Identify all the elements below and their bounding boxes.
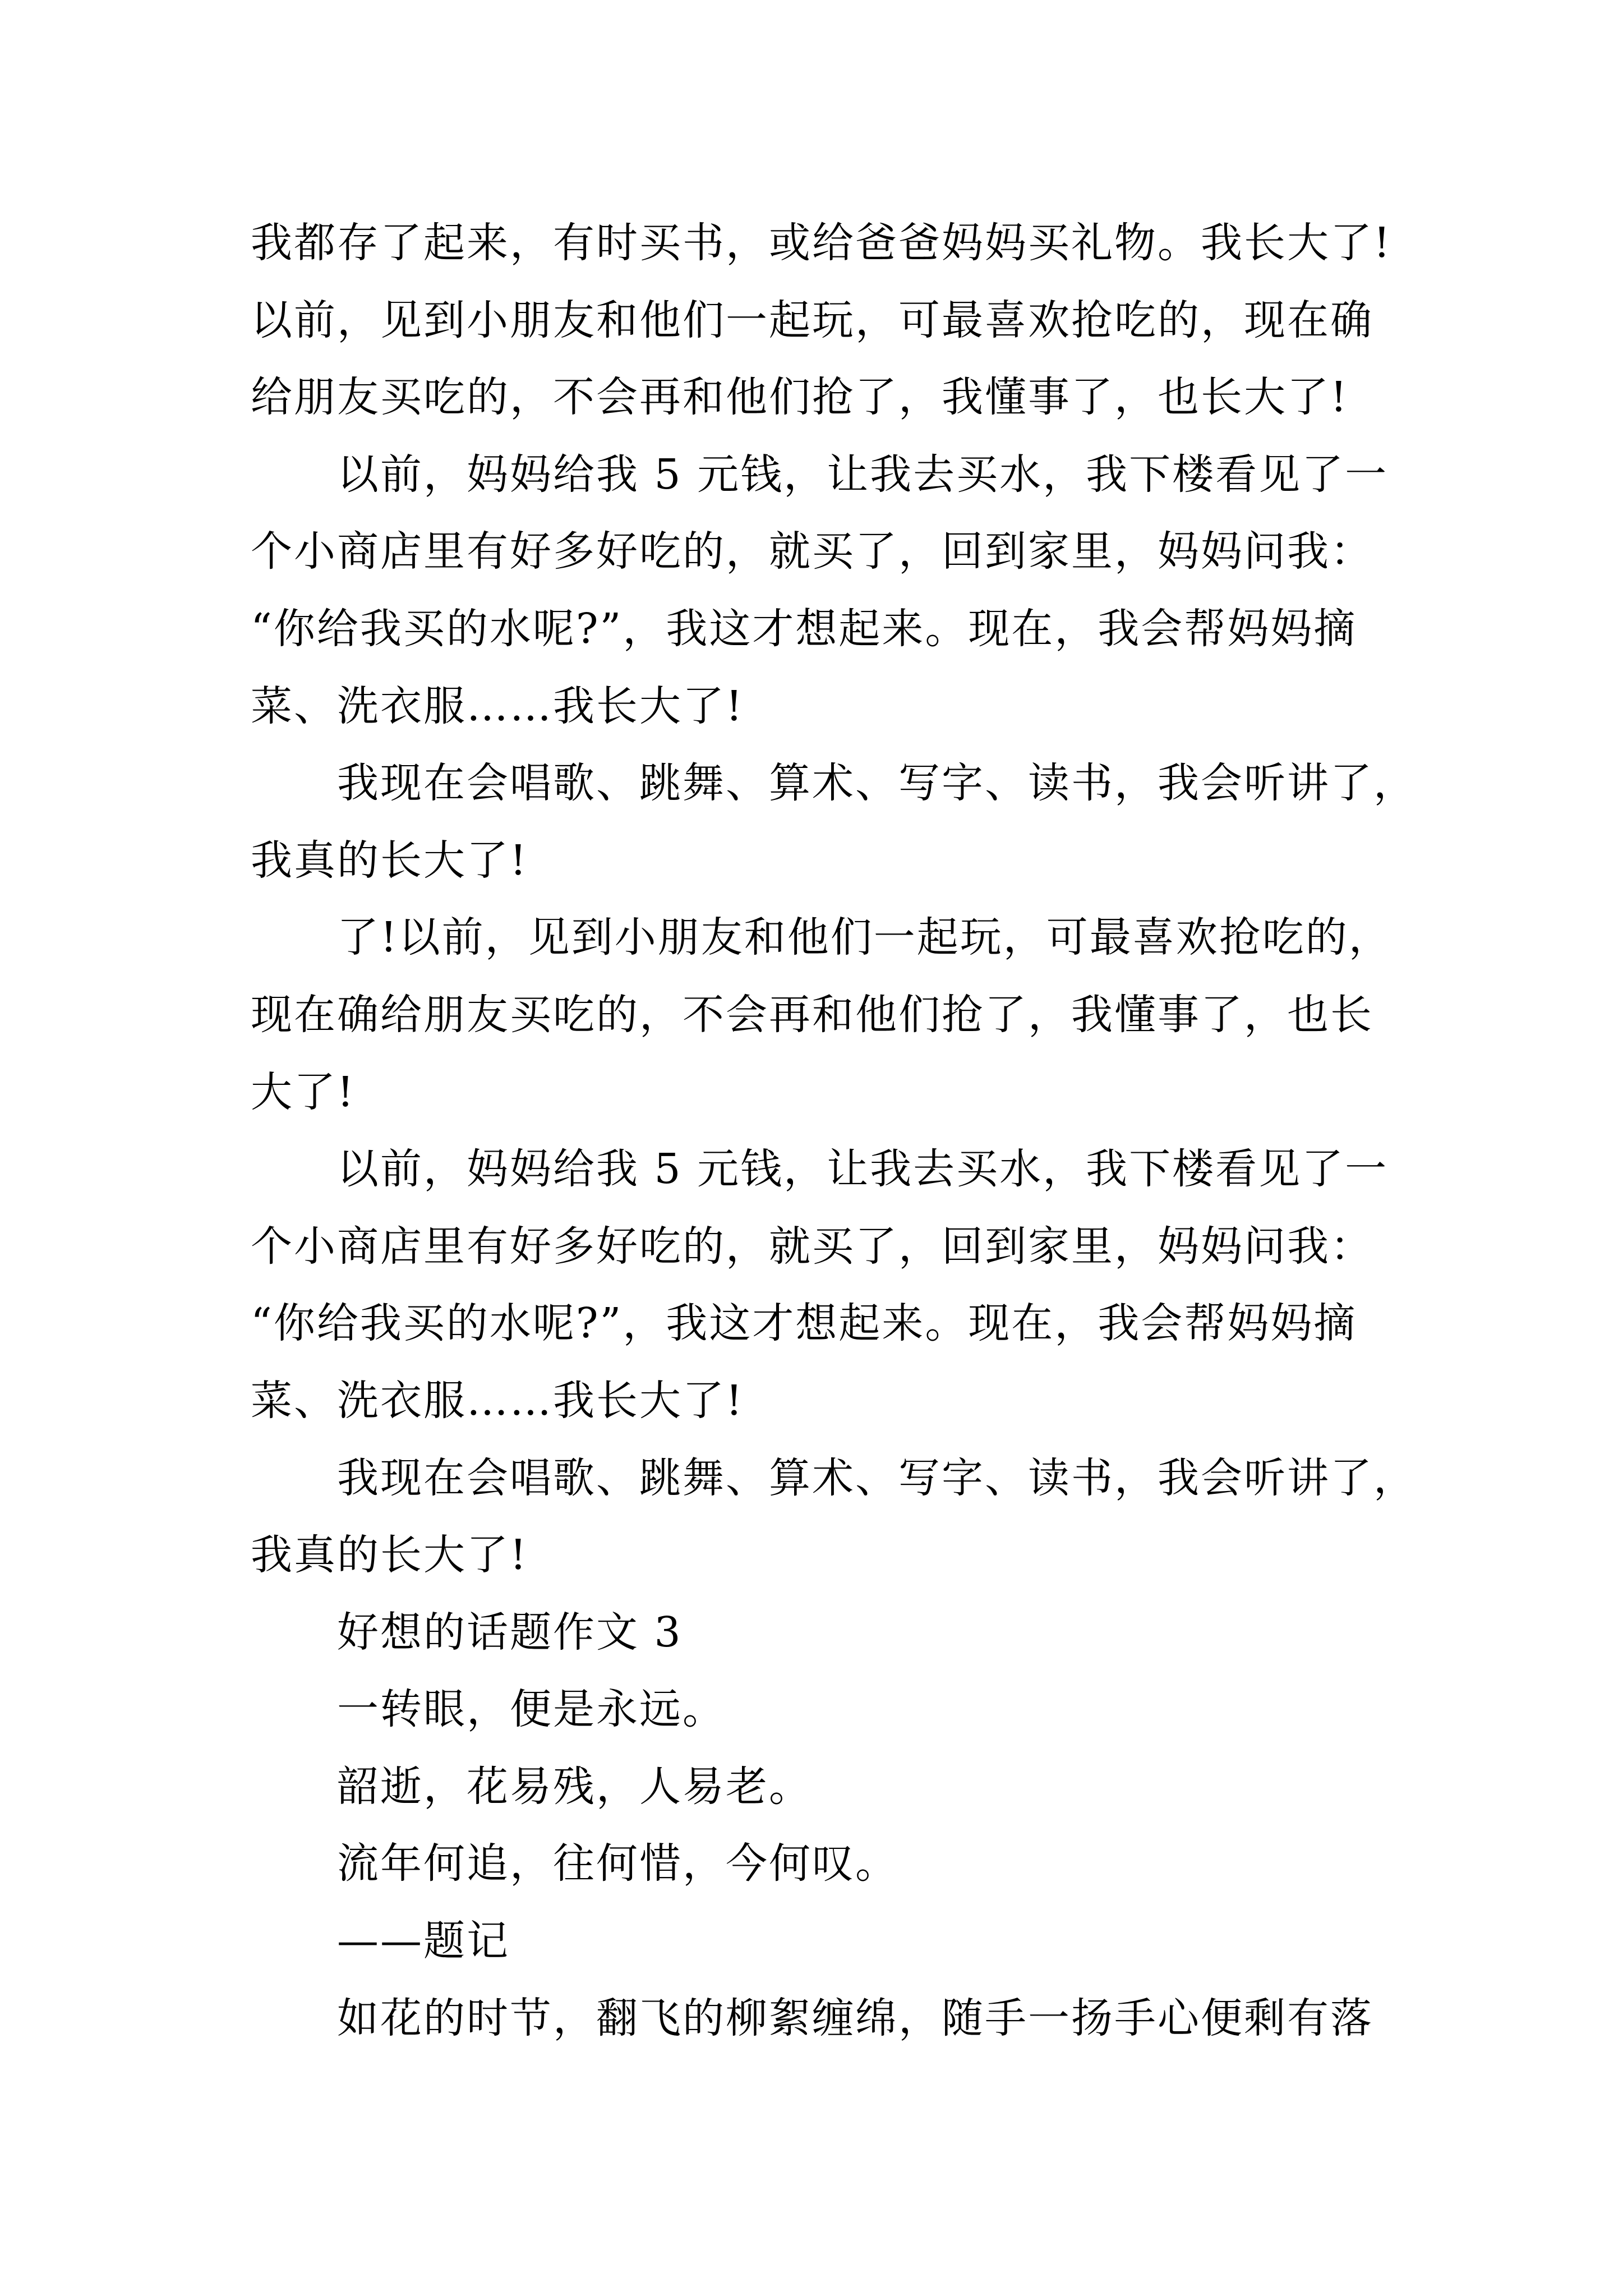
paragraph bbox=[251, 899, 1484, 1131]
paragraph bbox=[251, 436, 1484, 745]
paragraph bbox=[251, 1131, 1484, 1439]
text-line: 菜、洗衣服……我长大了! bbox=[251, 682, 744, 730]
text-line: 个小商店里有好多好吃的，就买了，回到家里，妈妈问我： bbox=[251, 527, 1373, 576]
text-line: 给朋友买吃的，不会再和他们抢了，我懂事了，也长大了! bbox=[251, 373, 1349, 422]
paragraph bbox=[251, 745, 1484, 899]
document-body bbox=[251, 205, 1484, 2057]
epigraph-line: 一转眼，便是永远。 bbox=[337, 1685, 726, 1734]
epigraph-attribution: ——题记 bbox=[337, 1917, 510, 1966]
text-line: 现在确给朋友买吃的，不会再和他们抢了，我懂事了，也长 bbox=[251, 990, 1373, 1039]
text-line: 我现在会唱歌、跳舞、算术、写字、读书，我会听讲了， bbox=[337, 759, 1417, 808]
epigraph-line: 流年何追，往何惜，今何叹。 bbox=[337, 1839, 898, 1888]
paragraph bbox=[251, 1440, 1484, 1594]
paragraph bbox=[251, 1980, 1484, 2058]
text-line: 以前，妈妈给我 5 元钱，让我去买水，我下楼看见了一 bbox=[337, 450, 1389, 499]
text-line: 了!以前，见到小朋友和他们一起玩，可最喜欢抢吃的， bbox=[337, 913, 1392, 962]
text-line: “你给我买的水呢?”，我这才想起来。现在，我会帮妈妈摘 bbox=[251, 1299, 1357, 1348]
text-line: 个小商店里有好多好吃的，就买了，回到家里，妈妈问我： bbox=[251, 1222, 1373, 1271]
text-line: 我现在会唱歌、跳舞、算术、写字、读书，我会听讲了， bbox=[337, 1453, 1417, 1502]
section-title-text: 好想的话题作文 3 bbox=[337, 1608, 683, 1657]
paragraph bbox=[251, 205, 1484, 436]
section-title bbox=[251, 1594, 1484, 1672]
text-line: 菜、洗衣服……我长大了! bbox=[251, 1376, 744, 1425]
text-line: 以前，见到小朋友和他们一起玩，可最喜欢抢吃的，现在确 bbox=[251, 296, 1373, 344]
text-line: 如花的时节，翻飞的柳絮缠绵，随手一扬手心便剩有落 bbox=[337, 1994, 1373, 2042]
text-line: 我真的长大了! bbox=[251, 836, 528, 885]
text-line: 我都存了起来，有时买书，或给爸爸妈妈买礼物。我长大了! bbox=[251, 219, 1392, 267]
text-line: 大了! bbox=[251, 1068, 356, 1116]
text-line: 我真的长大了! bbox=[251, 1531, 528, 1580]
text-line: “你给我买的水呢?”，我这才想起来。现在，我会帮妈妈摘 bbox=[251, 604, 1357, 653]
text-line: 以前，妈妈给我 5 元钱，让我去买水，我下楼看见了一 bbox=[337, 1145, 1389, 1194]
epigraph bbox=[251, 1671, 1484, 1980]
epigraph-line: 韶逝，花易残，人易老。 bbox=[337, 1762, 812, 1811]
